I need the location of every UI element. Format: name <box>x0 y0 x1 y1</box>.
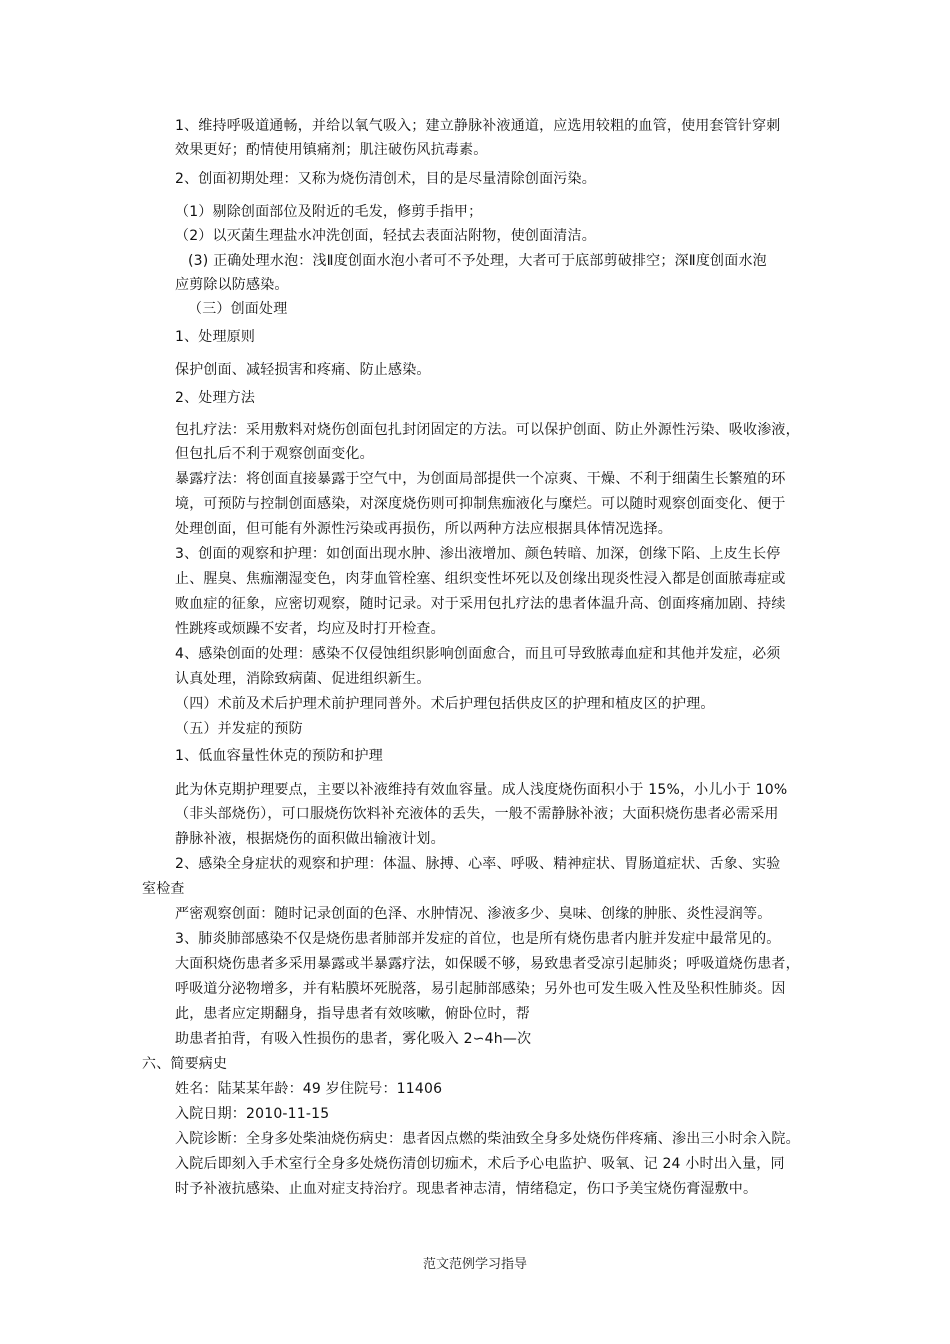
text-line: 2、创面初期处理：又称为烧伤清创术，目的是尽量清除创面污染。 <box>175 171 596 187</box>
subheading: 1、处理原则 <box>175 329 256 345</box>
text-line: （1）剔除创面部位及附近的毛发，修剪手指甲； <box>175 204 483 220</box>
section-heading: （四）术前及术后护理术前护理同普外。术后护理包括供皮区的护理和植皮区的护理。 <box>175 696 715 712</box>
text-line: (3) 正确处理水泡：浅Ⅱ度创面水泡小者可不予处理，大者可于底部剪破排空；深Ⅱ度创面水泡 <box>188 253 767 269</box>
text-line: 但包扎后不利于观察创面变化。 <box>175 446 374 462</box>
text-line: 入院诊断：全身多处柴油烧伤病史：患者因点燃的柴油致全身多处烧伤伴疼痛、渗出三小时余入院。 <box>175 1131 800 1147</box>
text-line: 1、维持呼吸道通畅，并给以氧气吸入；建立静脉补液通道，应选用较粗的血管，使用套管针穿刺 <box>175 118 781 134</box>
text-line: 暴露疗法：将创面直接暴露于空气中，为创面局部提供一个凉爽、干燥、不利于细菌生长繁殖的环 <box>175 471 786 487</box>
text-line: 败血症的征象，应密切观察，随时记录。对于采用包扎疗法的患者体温升高、创面疼痛加剧、持续 <box>175 596 786 612</box>
text-line: 处理创面，但可能有外源性污染或再损伤，所以两种方法应根据具体情况选择。 <box>175 521 672 537</box>
text-line: 止、腥臭、焦痂潮湿变色，肉芽血管栓塞、组织变性坏死以及创缘出现炎性浸入都是创面脓毒症或 <box>175 571 786 587</box>
text-line: 3、创面的观察和护理：如创面出现水肿、渗出液增加、颜色转暗、加深，创缘下陷、上皮生长停 <box>175 546 781 562</box>
text-line: 时予补液抗感染、止血对症支持治疗。现患者神志清，情绪稳定，伤口予美宝烧伤膏湿敷中。 <box>175 1181 758 1197</box>
subheading: 1、低血容量性休克的预防和护理 <box>175 748 383 764</box>
text-line: 入院日期：2010-11-15 <box>175 1106 330 1122</box>
text-line: 2、感染全身症状的观察和护理：体温、脉搏、心率、呼吸、精神症状、胃肠道症状、舌象、实验 <box>175 856 781 872</box>
text-line: 保护创面、减轻损害和疼痛、防止感染。 <box>175 362 431 378</box>
text-line: 包扎疗法：采用敷料对烧伤创面包扎封闭固定的方法。可以保护创面、防止外源性污染、吸收渗液， <box>175 422 800 438</box>
text-line: 室检查 <box>142 881 185 897</box>
text-line: 此为休克期护理要点，主要以补液维持有效血容量。成人浅度烧伤面积小于 15%，小儿小于 10% <box>175 782 788 798</box>
text-line: 应剪除以防感染。 <box>175 277 289 293</box>
text-line: 助患者拍背，有吸入性损伤的患者，雾化吸入 2∽4h—次 <box>175 1031 532 1047</box>
text-line: 静脉补液，根据烧伤的面积做出输液计划。 <box>175 831 445 847</box>
text-line: 3、肺炎肺部感染不仅是烧伤患者肺部并发症的首位，也是所有烧伤患者内脏并发症中最常见的。 <box>175 931 781 947</box>
text-line: （2）以灭菌生理盐水冲洗创面，轻拭去表面沾附物，使创面清洁。 <box>175 228 596 244</box>
text-line: 认真处理，消除致病菌、促进组织新生。 <box>175 671 431 687</box>
text-line: 境，可预防与控制创面感染，对深度烧伤则可抑制焦痂液化与糜烂。可以随时观察创面变化、便于 <box>175 496 786 512</box>
text-line: 严密观察创面：随时记录创面的色泽、水肿情况、渗液多少、臭味、创缘的肿胀、炎性浸润等。 <box>175 906 772 922</box>
subheading: 2、处理方法 <box>175 390 256 406</box>
text-line: 姓名：陆某某年龄：49 岁住院号：11406 <box>175 1081 443 1097</box>
text-line: （非头部烧伤），可口服烧伤饮料补充液体的丢失，一般不需静脉补液；大面积烧伤患者必需采用 <box>175 806 779 822</box>
text-line: 此，患者应定期翻身，指导患者有效咳嗽，俯卧位时，帮 <box>175 1006 530 1022</box>
section-heading: 六、简要病史 <box>142 1056 228 1072</box>
text-line: 性跳疼或烦躁不安者，均应及时打开检查。 <box>175 621 445 637</box>
text-line: 入院后即刻入手术室行全身多处烧伤清创切痂术，术后予心电监护、吸氧、记 24 小时出入量，同 <box>175 1156 785 1172</box>
section-heading: （五）并发症的预防 <box>175 721 303 737</box>
text-line: 效果更好；酌情使用镇痛剂；肌注破伤风抗毒素。 <box>175 142 488 158</box>
text-line: 4、感染创面的处理：感染不仅侵蚀组织影响创面愈合，而且可导致脓毒血症和其他并发症，必须 <box>175 646 781 662</box>
text-line: 呼吸道分泌物增多，并有粘膜坏死脱落，易引起肺部感染；另外也可发生吸入性及坠积性肺炎。因 <box>175 981 786 997</box>
page-footer: 范文范例学习指导 <box>422 1257 527 1272</box>
text-line: 大面积烧伤患者多采用暴露或半暴露疗法，如保暖不够，易致患者受凉引起肺炎；呼吸道烧伤患者， <box>175 956 800 972</box>
section-heading: （三）创面处理 <box>188 301 288 317</box>
